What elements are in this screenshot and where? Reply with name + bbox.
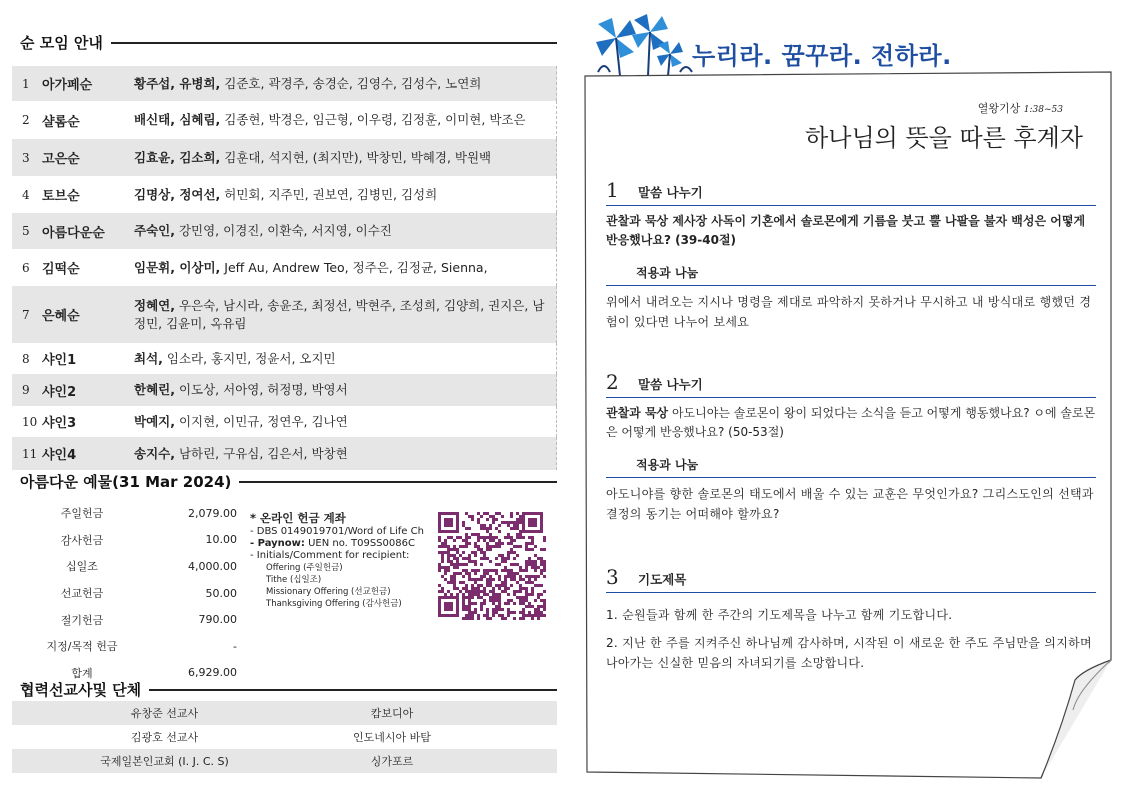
study-title: 하나님의 뜻을 따른 후계자: [805, 124, 1083, 152]
part-1: [606, 178, 1096, 332]
groups-section-title: 순 모임 안내: [20, 34, 103, 52]
online-sub-4: Thanksgiving Offering (감사헌금): [266, 599, 402, 609]
partner-location: 캄보디아: [370, 707, 414, 720]
offering-row: [22, 606, 237, 633]
group-row: [12, 213, 557, 249]
online-sub-1: Offering (주일헌금): [266, 563, 343, 573]
group-number: 3: [22, 150, 30, 165]
group-name: 샬롬순: [42, 114, 80, 130]
offering-row: [22, 500, 237, 527]
offering-section-header: [20, 471, 557, 492]
online-sub-2: Tithe (십일조): [266, 575, 322, 585]
group-members: 김명상, 정여선, 허민회, 지주민, 권보연, 김병민, 김성희: [134, 186, 438, 202]
prayer-item-2: 2. 지난 한 주를 지켜주신 하나님께 감사하며, 시작된 이 새로운 한 주도 주님만을 의지하며 나아가는 신실한 믿음의 자녀되기를 소망합니다.: [606, 636, 1092, 670]
offering-value: 4,000.00: [188, 559, 237, 573]
group-number: 5: [22, 224, 30, 238]
partners-table: [12, 701, 557, 773]
group-name: 아가페순: [42, 78, 93, 93]
group-members: 최석, 임소라, 홍지민, 정윤서, 오지민: [134, 350, 336, 366]
group-number: 9: [22, 383, 30, 397]
part-2-subheader: 적용과 나눔: [606, 456, 1096, 478]
group-members: 임문휘, 이상미, Jeff Au, Andrew Teo, 정주은, 김정균, Sienna,: [134, 259, 488, 275]
group-members: 한혜린, 이도상, 서아영, 허정명, 박영서: [134, 382, 348, 397]
group-row: [12, 406, 557, 437]
partner-name: 국제일본인교회 (I. J. C. S): [100, 755, 229, 768]
offering-section-title: 아름다운 예물(31 Mar 2024): [20, 473, 232, 491]
group-row: [12, 101, 557, 139]
part-2-header: 2 말씀 나누기: [606, 370, 1096, 398]
offering-table: [22, 500, 237, 686]
offering-value: 2,079.00: [188, 506, 237, 520]
partner-row: [12, 749, 557, 773]
online-title: * 온라인 헌금 계좌: [250, 512, 346, 525]
group-number: 6: [22, 260, 30, 275]
group-row: [12, 343, 557, 374]
part-1-question: 관찰과 묵상 제사장 사독이 기혼에서 솔로몬에게 기름을 붓고 뿔 나팔을 불자 백성은 어떻게 반응했나요? (39-40절): [606, 214, 1086, 247]
offering-value: 10.00: [205, 533, 237, 547]
offering-value: 790.00: [198, 613, 237, 627]
offering-label: 지정/목적 헌금: [46, 640, 118, 654]
scripture-reference: 열왕기상 1:38~53: [977, 102, 1063, 115]
online-bank: - DBS 0149019701/Word of Life Ch: [250, 526, 424, 537]
partners-section-header: [20, 679, 557, 700]
offering-label: 주일헌금: [60, 507, 104, 521]
offering-label: 감사헌금: [60, 533, 104, 547]
offering-row: [22, 527, 237, 554]
online-comment: - Initials/Comment for recipient:: [250, 550, 410, 561]
partner-name: 김광호 선교사: [130, 731, 199, 744]
header-rule: [149, 689, 557, 691]
offering-row: [22, 553, 237, 580]
group-row: [12, 249, 557, 286]
header-rule: [111, 42, 557, 44]
partner-row: [12, 725, 557, 749]
online-offering-info: [250, 512, 435, 610]
group-members: 황주섭, 유병희, 김준호, 곽경주, 송경순, 김영수, 김성수, 노연희: [134, 75, 482, 91]
group-number: 2: [22, 113, 30, 127]
part-1-application: 위에서 내려오는 지시나 명령을 제대로 파악하지 못하거나 무시하고 내 방식대로 행했던 경험이 있다면 나누어 보세요: [606, 295, 1092, 329]
group-name: 김떡순: [42, 262, 80, 277]
group-name: 아름다운순: [42, 225, 105, 241]
group-number: 1: [22, 76, 30, 91]
group-number: 10: [22, 414, 38, 429]
partner-location: 싱가포르: [370, 755, 414, 768]
partner-row: [12, 701, 557, 725]
offering-value: 6,929.00: [188, 666, 237, 680]
group-row: [12, 286, 557, 343]
group-number: 11: [22, 446, 38, 461]
prayer-item-1: 1. 순원들과 함께 한 주간의 기도제목을 나누고 함께 기도합니다.: [606, 608, 953, 622]
part-2: [606, 370, 1096, 524]
group-row: [12, 139, 557, 176]
part-2-question: 관찰과 묵상 아도니야는 솔로몬이 왕이 되었다는 소식을 듣고 어떻게 행동했나요? ㅇ에 솔로몬은 어떻게 반응했나요? (50-53절): [606, 406, 1096, 439]
group-name: 샤인2: [42, 384, 77, 400]
slogan: 누리라. 꿈꾸라. 전하라.: [692, 42, 952, 70]
offering-row: [22, 580, 237, 607]
group-members: 배신태, 심혜림, 김종현, 박경은, 임근형, 이우령, 김정훈, 이미현, 박조은: [134, 112, 526, 127]
group-name: 샤인4: [42, 448, 77, 463]
offering-label: 선교헌금: [60, 587, 104, 601]
group-name: 은혜순: [42, 309, 80, 324]
offering-label: 합계: [71, 666, 93, 680]
group-row: [12, 437, 557, 470]
group-name: 샤인3: [42, 416, 77, 431]
group-name: 고은순: [42, 152, 80, 167]
group-number: 4: [22, 187, 30, 202]
group-members: 박예지, 이지현, 이민규, 정연우, 김나연: [134, 413, 348, 429]
group-members: 주숙인, 강민영, 이경진, 이환숙, 서지영, 이수진: [134, 223, 392, 238]
group-members: 김효윤, 김소희, 김훈대, 석지현, (최지만), 박창민, 박혜경, 박원백: [134, 149, 492, 165]
online-paynow: - Paynow: UEN no. T09SS0086C: [250, 538, 415, 549]
group-row: [12, 66, 557, 101]
groups-table: [12, 66, 557, 470]
paynow-qr-code-icon[interactable]: [438, 512, 546, 620]
partner-location: 인도네시아 바탐: [353, 731, 431, 744]
partners-section-title: 협력선교사및 단체: [20, 681, 142, 699]
online-sub-3: Missionary Offering (선교헌금): [266, 587, 391, 597]
group-name: 토브순: [42, 189, 80, 204]
part-1-subheader: 적용과 나눔: [606, 264, 1096, 286]
group-number: 7: [22, 307, 30, 322]
group-members: 송지수, 남하린, 구유심, 김은서, 박창현: [134, 445, 348, 461]
part-1-header: 1 말씀 나누기: [606, 178, 1096, 206]
offering-label: 십일조: [66, 560, 98, 574]
group-name: 샤인1: [42, 353, 77, 368]
offering-row: [22, 633, 237, 660]
group-members: 정혜연, 우은숙, 남시라, 송윤조, 최정선, 박현주, 조성희, 김양희, 권지은, 남정민, 김윤미, 옥유림: [134, 297, 545, 331]
group-number: 8: [22, 351, 30, 366]
offering-label: 절기헌금: [60, 613, 104, 627]
part-3-header: 3 기도제목: [606, 565, 1096, 593]
offering-value: 50.00: [205, 586, 237, 600]
group-row: [12, 374, 557, 406]
group-row: [12, 176, 557, 213]
offering-value: -: [233, 639, 237, 653]
part-3: [606, 565, 1096, 673]
header-rule: [239, 481, 557, 483]
partner-name: 유창준 선교사: [130, 707, 199, 720]
groups-section-header: [20, 32, 557, 53]
part-2-application: 아도니야를 향한 솔로몬의 태도에서 배울 수 있는 교훈은 무엇인가요? 그리스도인의 선택과 결정의 동기는 어떠해야 할까요?: [606, 487, 1094, 521]
